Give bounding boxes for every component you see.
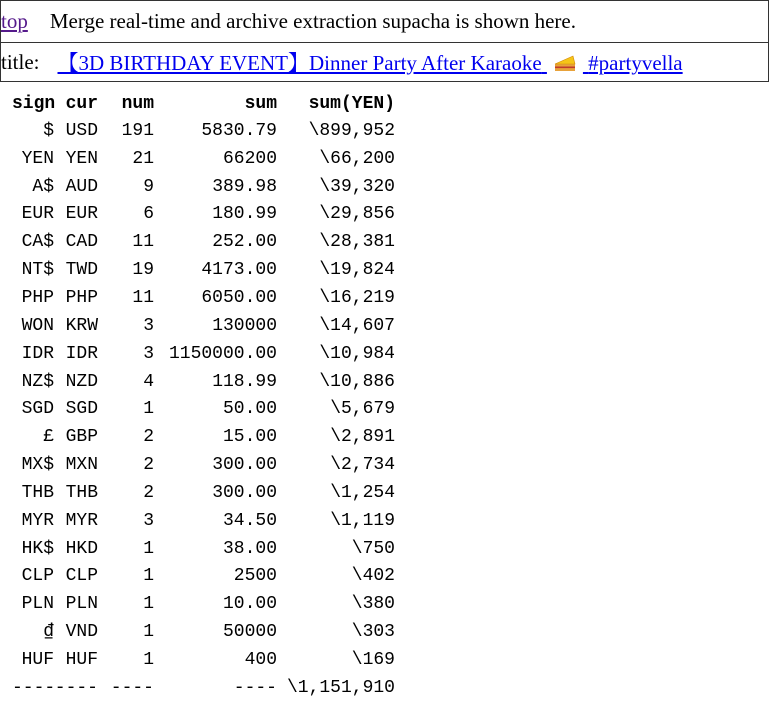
info-message: Merge real-time and archive extraction supacha is shown here. <box>49 9 576 33</box>
cake-icon <box>553 52 577 72</box>
cell-sum: 400 <box>244 649 277 670</box>
cell-cur: EUR <box>65 204 98 225</box>
cell-num: 11 <box>132 287 154 308</box>
cell-sign: £ <box>43 427 54 448</box>
cell-sign: MYR <box>21 510 54 531</box>
cell-num: 21 <box>132 148 154 169</box>
cell-sum: 38.00 <box>222 538 277 559</box>
table-row <box>12 507 395 535</box>
title-label: title: <box>1 49 40 74</box>
cell-sign: WON <box>21 315 54 336</box>
table-row <box>12 535 395 563</box>
currency-summary-table <box>12 90 395 702</box>
col-header-sign: sign <box>12 93 56 114</box>
table-row <box>12 340 395 368</box>
cell-sign: $ <box>43 120 54 141</box>
table-row <box>12 479 395 507</box>
stream-title-text: 【3D BIRTHDAY EVENT】Dinner Party After Karaoke <box>57 51 542 75</box>
cell-num: 1 <box>143 649 154 670</box>
cell-sum: 300.00 <box>212 455 277 476</box>
cell-cur: THB <box>65 482 98 503</box>
cell-sum: 6050.00 <box>201 287 277 308</box>
table-row <box>12 451 395 479</box>
footer-cur: ---- <box>54 677 98 698</box>
cell-sum: 1150000.00 <box>168 343 277 364</box>
cell-sum-yen: \2,891 <box>330 427 395 448</box>
cell-cur: AUD <box>65 176 98 197</box>
cell-sign: CLP <box>21 566 54 587</box>
cell-num: 1 <box>143 622 154 643</box>
cell-num: 11 <box>132 232 154 253</box>
cell-sum: 34.50 <box>222 510 277 531</box>
table-row <box>12 284 395 312</box>
cell-sum: 300.00 <box>212 482 277 503</box>
table-footer <box>12 674 395 702</box>
cell-num: 1 <box>143 399 154 420</box>
cell-sum: 5830.79 <box>201 120 277 141</box>
cell-cur: YEN <box>65 148 98 169</box>
cell-sum-yen: \16,219 <box>319 287 395 308</box>
footer-num: ---- <box>110 677 154 698</box>
cell-sum-yen: \10,984 <box>319 343 395 364</box>
cell-sum: 66200 <box>222 148 277 169</box>
top-link[interactable]: top <box>1 9 28 33</box>
cell-sum: 15.00 <box>222 427 277 448</box>
cell-sum: 389.98 <box>212 176 277 197</box>
cell-sign: MX$ <box>21 455 54 476</box>
cell-cur: PLN <box>65 594 98 615</box>
col-header-sum-yen: sum(YEN) <box>308 93 395 114</box>
cell-num: 3 <box>143 315 154 336</box>
cell-sum: 50.00 <box>222 399 277 420</box>
footer-total-yen: \1,151,910 <box>286 677 395 698</box>
cell-sum: 4173.00 <box>201 260 277 281</box>
cell-cur: MYR <box>65 510 98 531</box>
cell-sign: PHP <box>21 287 54 308</box>
cell-sign: NT$ <box>21 260 54 281</box>
table-row <box>12 256 395 284</box>
cell-num: 3 <box>143 343 154 364</box>
cell-cur: SGD <box>65 399 98 420</box>
cell-sum-yen: \10,886 <box>319 371 395 392</box>
cell-num: 1 <box>143 594 154 615</box>
cell-cur: VND <box>65 622 98 643</box>
cell-sum: 118.99 <box>212 371 277 392</box>
footer-sum: ---- <box>233 677 277 698</box>
cell-sign: SGD <box>21 399 54 420</box>
table-row <box>12 173 395 201</box>
cell-cur: KRW <box>65 315 98 336</box>
cell-sum-yen: \29,856 <box>319 204 395 225</box>
cell-sum: 50000 <box>222 622 277 643</box>
cell-cur: IDR <box>65 343 98 364</box>
cell-sum-yen: \66,200 <box>319 148 395 169</box>
cell-sign: NZ$ <box>21 371 54 392</box>
cell-sign: IDR <box>21 343 54 364</box>
cell-sum: 252.00 <box>212 232 277 253</box>
cell-sign: YEN <box>21 148 54 169</box>
cell-cur: CAD <box>65 232 98 253</box>
table-row <box>12 228 395 256</box>
cell-num: 19 <box>132 260 154 281</box>
cell-sign: EUR <box>21 204 54 225</box>
cell-sum-yen: \14,607 <box>319 315 395 336</box>
cell-sum-yen: \169 <box>351 649 395 670</box>
cell-sum-yen: \28,381 <box>319 232 395 253</box>
cell-sign: HK$ <box>21 538 54 559</box>
table-row <box>12 590 395 618</box>
cell-cur: HKD <box>65 538 98 559</box>
cell-sum-yen: \303 <box>351 622 395 643</box>
cell-cur: PHP <box>65 287 98 308</box>
cell-sign: CA$ <box>21 232 54 253</box>
cell-sum-yen: \750 <box>351 538 395 559</box>
cell-sum-yen: \899,952 <box>308 120 395 141</box>
table-row <box>12 618 395 646</box>
col-header-num: num <box>121 93 154 114</box>
cell-sum-yen: \1,119 <box>330 510 395 531</box>
cell-sum-yen: \380 <box>351 594 395 615</box>
cell-cur: TWD <box>65 260 98 281</box>
cell-cur: CLP <box>65 566 98 587</box>
table-row <box>12 117 395 145</box>
stream-title-hashtag: #partyvella <box>588 51 683 75</box>
cell-sum-yen: \39,320 <box>319 176 395 197</box>
cell-num: 4 <box>143 371 154 392</box>
cell-sum-yen: \5,679 <box>330 399 395 420</box>
cell-num: 191 <box>121 120 154 141</box>
cell-num: 1 <box>143 566 154 587</box>
top-bar <box>0 0 769 42</box>
table-header <box>12 90 395 117</box>
table-row <box>12 201 395 229</box>
cell-sign: THB <box>21 482 54 503</box>
table-row <box>12 423 395 451</box>
cell-sign: PLN <box>21 594 54 615</box>
cell-sum: 130000 <box>212 315 277 336</box>
cell-cur: GBP <box>65 427 98 448</box>
cell-cur: MXN <box>65 455 98 476</box>
table-row <box>12 563 395 591</box>
table-row <box>12 145 395 173</box>
cell-num: 6 <box>143 204 154 225</box>
table-body <box>12 117 395 674</box>
table-row <box>12 395 395 423</box>
cell-sign: A$ <box>32 176 54 197</box>
cell-num: 2 <box>143 427 154 448</box>
cell-sum: 10.00 <box>222 594 277 615</box>
cell-sum: 2500 <box>233 566 277 587</box>
cell-cur: USD <box>65 120 98 141</box>
cell-sign: ₫ <box>43 622 54 643</box>
cell-cur: NZD <box>65 371 98 392</box>
cell-cur: HUF <box>65 649 98 670</box>
cell-sign: HUF <box>21 649 54 670</box>
cell-sum-yen: \402 <box>351 566 395 587</box>
cell-num: 1 <box>143 538 154 559</box>
footer-sign: ---- <box>12 677 56 698</box>
table-row <box>12 312 395 340</box>
cell-sum: 180.99 <box>212 204 277 225</box>
table-row <box>12 368 395 396</box>
stream-title-link[interactable] <box>58 47 683 77</box>
cell-sum-yen: \19,824 <box>319 260 395 281</box>
cell-num: 2 <box>143 455 154 476</box>
cell-num: 3 <box>143 510 154 531</box>
cell-num: 2 <box>143 482 154 503</box>
cell-sum-yen: \2,734 <box>330 455 395 476</box>
col-header-sum: sum <box>244 93 277 114</box>
title-bar <box>0 42 769 82</box>
cell-num: 9 <box>143 176 154 197</box>
col-header-cur: cur <box>65 93 98 114</box>
cell-sum-yen: \1,254 <box>330 482 395 503</box>
table-row <box>12 646 395 674</box>
